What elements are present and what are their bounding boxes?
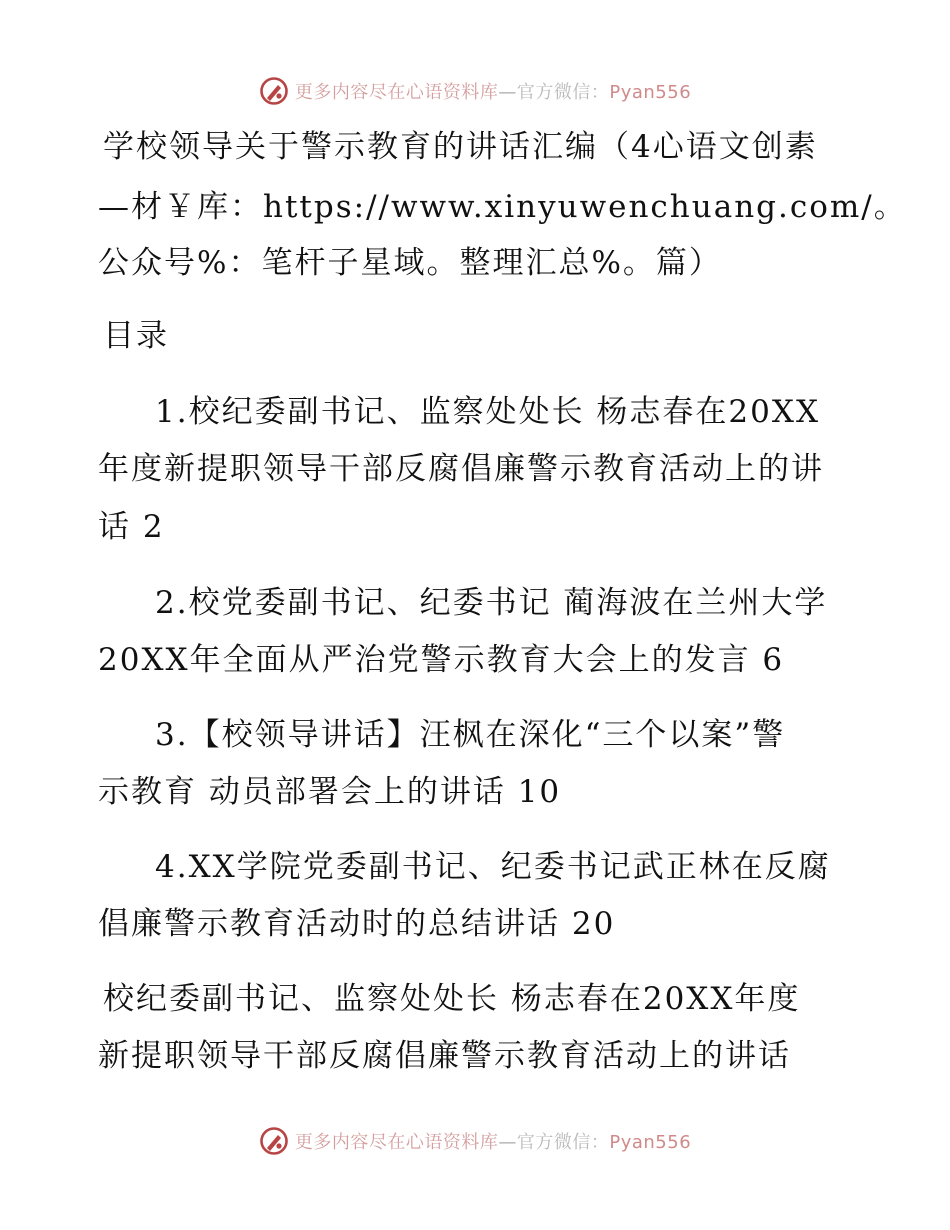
toc-entry-1-line-3: 话 2 bbox=[98, 509, 165, 545]
pen-logo-icon bbox=[259, 1126, 289, 1156]
toc-entry-1-line-2: 年度新提职领导干部反腐倡廉警示教育活动上的讲 bbox=[98, 451, 824, 487]
watermark-brand: 更多内容尽在心语资料库 bbox=[294, 1132, 499, 1153]
watermark-wechat-id: Pyan556 bbox=[609, 1132, 692, 1153]
toc-entry-3-line-1: 3.【校领导讲话】汪枫在深化“三个以案”警 bbox=[155, 717, 786, 753]
toc-heading: 目录 bbox=[103, 318, 169, 354]
pen-logo-icon bbox=[259, 76, 289, 106]
watermark-text bbox=[295, 78, 691, 104]
toc-entry-3-line-2: 示教育 动员部署会上的讲话 10 bbox=[98, 774, 562, 810]
section-title-line-1: 校纪委副书记、监察处处长 杨志春在20XX年度 bbox=[103, 981, 801, 1017]
toc-entry-4-line-2: 倡廉警示教育活动时的总结讲话 20 bbox=[98, 906, 616, 942]
doc-title-line-1: 学校领导关于警示教育的讲话汇编（4心语文创素 bbox=[103, 129, 818, 165]
watermark-footer bbox=[0, 1124, 950, 1158]
watermark-text bbox=[295, 1128, 691, 1154]
toc-entry-4-line-1: 4.XX学院党委副书记、纪委书记武正林在反腐 bbox=[155, 849, 831, 885]
watermark-dash: — bbox=[498, 82, 517, 103]
toc-entry-2-line-1: 2.校党委副书记、纪委书记 蔺海波在兰州大学 bbox=[155, 585, 828, 621]
doc-title-line-3: 公众号%：笔杆子星域。整理汇总%。篇） bbox=[98, 245, 722, 281]
toc-entry-2-line-2: 20XX年全面从严治党警示教育大会上的发言 6 bbox=[98, 642, 785, 678]
watermark-dash: — bbox=[498, 1132, 517, 1153]
doc-title-line-2: —材￥库：https://www.xinyuwenchuang.com/。 bbox=[98, 189, 907, 225]
watermark-label: 官方微信： bbox=[516, 82, 610, 103]
toc-entry-1-line-1: 1.校纪委副书记、监察处处长 杨志春在20XX bbox=[155, 394, 821, 430]
watermark-label: 官方微信： bbox=[516, 1132, 610, 1153]
watermark-wechat-id: Pyan556 bbox=[609, 82, 692, 103]
watermark-brand: 更多内容尽在心语资料库 bbox=[294, 82, 499, 103]
watermark-header bbox=[0, 74, 950, 108]
section-title-line-2: 新提职领导干部反腐倡廉警示教育活动上的讲话 bbox=[98, 1038, 791, 1074]
